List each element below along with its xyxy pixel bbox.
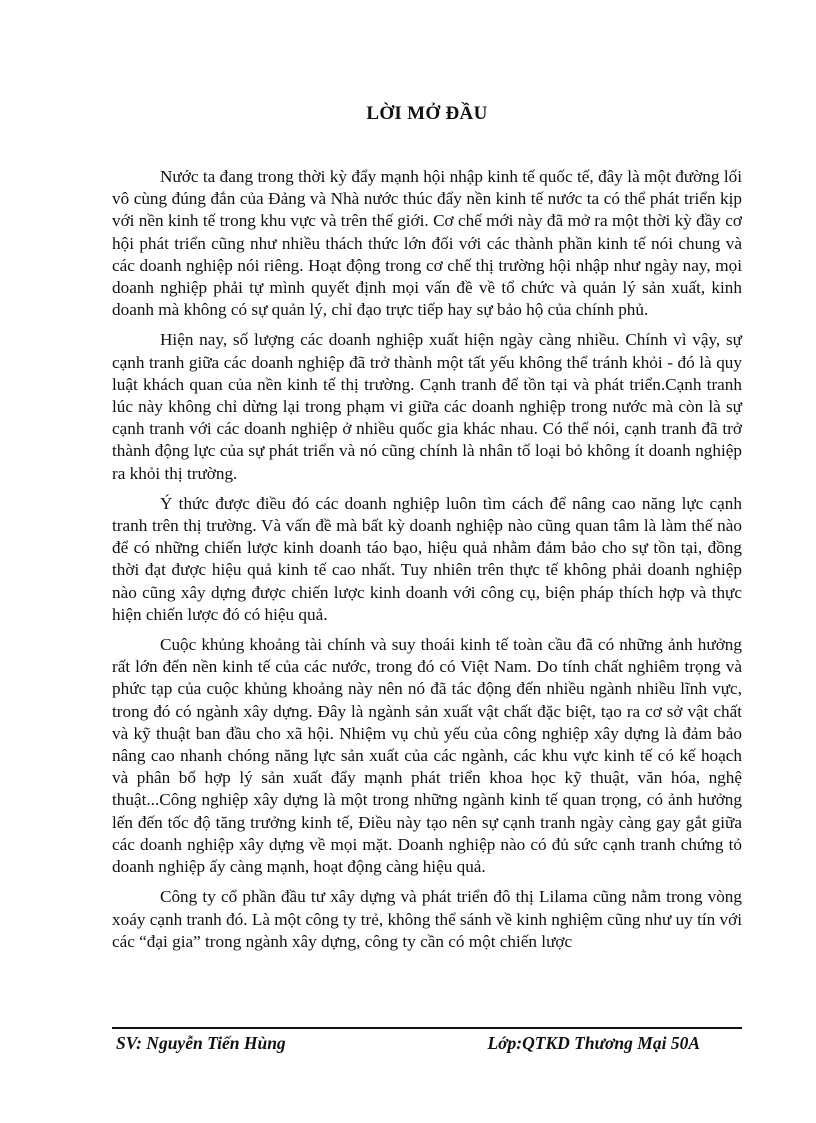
footer-divider xyxy=(112,1027,742,1029)
paragraph-4: Cuộc khủng khoảng tài chính và suy thoái kinh tế toàn cầu đã có những ảnh hưởng rất lớn đến nền kinh tế của các nước, trong đó có Việt Nam. Do tính chất nghiêm trọng và phức tạp của cuộc khủng khoảng này nên nó đã tác động đến nhiều ngành nhiều lĩnh vực, trong đó có ngành xây dựng. Đây là ngành sản xuất vật chất đặc biệt, tạo ra cơ sở vật chất và kỹ thuật ban đầu cho xã hội. Nhiệm vụ chủ yếu của công nghiệp xây dựng là đảm bảo nâng cao nhanh chóng năng lực sản xuất của các ngành, các khu vực kinh tế có kế hoạch và phân bổ hợp lý sản xuất đẩy mạnh phát triển khoa học kỹ thuật, văn hóa, nghệ thuật...Công nghiệp xây dựng là một trong những ngành kinh tế quan trọng, có ảnh hưởng lến đến tốc độ tăng trưởng kinh tế, Điều này tạo nên sự cạnh tranh ngày càng gay gắt giữa các doanh nghiệp xây dựng về mọi mặt. Doanh nghiệp nào có đủ sức cạnh tranh chứng tỏ doanh nghiệp ấy càng mạnh, hoạt động càng hiệu quả. xyxy=(112,635,742,877)
page-footer xyxy=(112,1033,742,1054)
paragraph-1: Nước ta đang trong thời kỳ đẩy mạnh hội nhập kinh tế quốc tế, đây là một đường lối vô cùng đúng đắn của Đảng và Nhà nước thúc đẩy nền kinh tế nước ta có thể phát triển kịp với nền kinh tế trong khu vực và trên thế giới. Cơ chế mới này đã mở ra một thời kỳ đầy cơ hội phát triển cũng như nhiều thách thức lớn đối với các thành phần kinh tế nói chung và các doanh nghiệp nói riêng. Hoạt động trong cơ chế thị trường hội nhập như ngày nay, mọi doanh nghiệp phải tự mình quyết định mọi vấn đề về tổ chức và quản lý sản xuất, kinh doanh mà không có sự quản lý, chỉ đạo trực tiếp hay sự bảo hộ của chính phủ. xyxy=(112,167,742,320)
document-page xyxy=(112,0,742,1123)
paragraph-2: Hiện nay, số lượng các doanh nghiệp xuất hiện ngày càng nhiều. Chính vì vậy, sự cạnh tranh giữa các doanh nghiệp đã trở thành một tất yếu không thể tránh khỏi - đó là quy luật khách quan của nền kinh tế thị trường. Cạnh tranh để tồn tại và phát triển.Cạnh tranh lúc này không chỉ dừng lại trong phạm vi giữa các doanh nghiệp trong nước mà còn là sự cạnh tranh với các doanh nghiệp ở nhiều quốc gia khác nhau. Có thể nói, cạnh tranh đã trở thành động lực của sự phát triển và nó cũng chính là nhân tố loại bỏ không ít doanh nghiệp ra khỏi thị trường. xyxy=(112,330,742,483)
footer-student-name: SV: Nguyễn Tiến Hùng xyxy=(116,1033,286,1053)
footer-class-name: Lớp:QTKD Thương Mại 50A xyxy=(487,1033,700,1053)
document-title: LỜI MỞ ĐẦU xyxy=(366,103,488,124)
paragraph-5: Công ty cổ phần đầu tư xây dựng và phát triển đô thị Lilama cũng nằm trong vòng xoáy cạnh tranh đó. Là một công ty trẻ, không thể sánh về kinh nghiệm cũng như uy tín với các “đại gia” trong ngành xây dựng, công ty cần có một chiến lược xyxy=(112,887,742,951)
document-body xyxy=(112,166,742,953)
paragraph-3: Ý thức được điều đó các doanh nghiệp luôn tìm cách để nâng cao năng lực cạnh tranh trên thị trường. Và vấn đề mà bất kỳ doanh nghiệp nào cũng quan tâm là làm thế nào để có những chiến lược kinh doanh táo bạo, hiệu quả nhằm đảm bảo cho sự tồn tại, đồng thời đạt được hiệu quả kinh tế cao nhất. Tuy nhiên trên thực tế không phải doanh nghiệp nào cũng xây dựng được chiến lược kinh doanh với công cụ, biện pháp thích hợp và thực hiện chiến lược đó có hiệu quả. xyxy=(112,493,742,624)
